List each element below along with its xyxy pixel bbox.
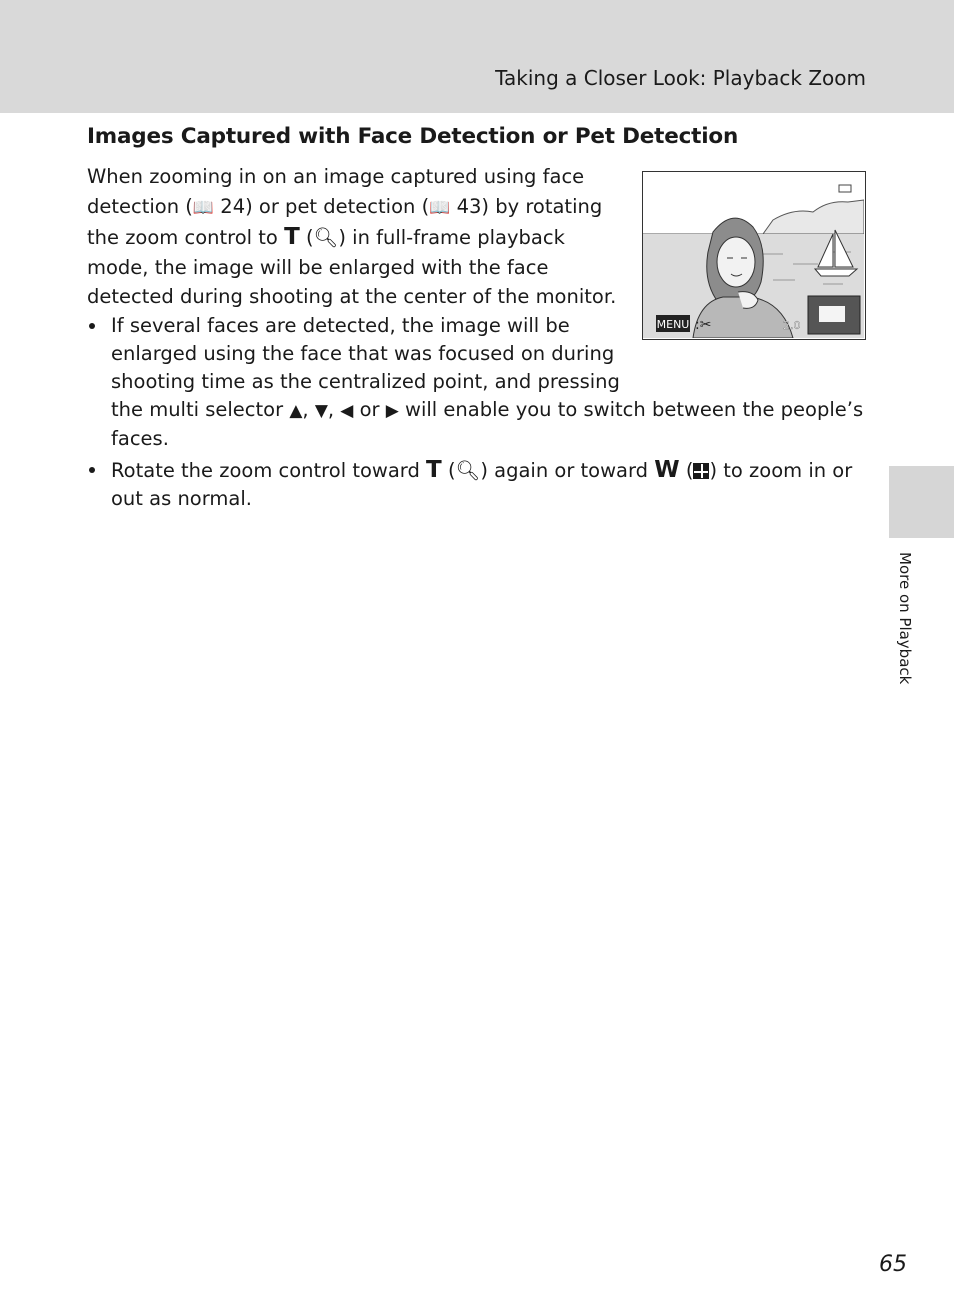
zoom-ratio-readout: 2.0 [783,319,801,332]
page-ref-face: 24 [220,194,246,218]
tele-symbol: T [284,224,300,250]
bullet-1-tail: will enable you to switch between the people’s faces. [111,398,864,450]
running-head: Taking a Closer Look: Playback Zoom [495,66,866,90]
list-item: Rotate the zoom control toward T (🔍︎) again or toward W ( ) to zoom in or out as normal. [87,456,867,513]
illustration-wrap-spacer [622,312,867,370]
header-band [0,0,954,113]
zoom-in-icon: 🔍︎ [313,226,339,249]
left-arrow-icon: ◀ [340,401,354,421]
bullet-2-text-a: Rotate the zoom control toward [111,459,427,482]
scissors-icon: :✂ [695,317,712,333]
page-ref-pet: 43 [456,194,482,218]
side-tab-label: More on Playback [896,552,914,685]
intro-text-3: ) by rotating the zoom control to [87,194,603,249]
section-title: Images Captured with Face Detection or Pet Detection [87,124,739,149]
bullet-1-text: If several faces are detected, the image will be enlarged using the face that was focused on during shooting time as the centralized point, and pressing the multi selector [111,314,620,421]
tele-symbol: T [426,457,442,483]
intro-paragraph: When zooming in on an image captured using face detection (📖 24) or pet detection (📖 43) by rotating the zoom control to T (🔍︎) in full-frame playback mode, the image will be enlarged with the face detected during shooting at the center of the monitor. [87,165,617,308]
book-reference-icon: 📖 [429,197,451,218]
book-reference-icon: 📖 [192,197,215,218]
up-arrow-icon: ▲ [289,401,303,421]
wide-symbol: W [654,457,680,483]
down-arrow-icon: ▼ [314,401,328,421]
intro-text-2: ) or pet detection ( [245,194,430,218]
right-arrow-icon: ▶ [385,401,399,421]
side-tab [889,466,954,538]
bullet-2-text-c: to zoom in or out as normal. [111,459,853,510]
bullet-2-text-b: again or toward [487,459,655,482]
page-number: 65 [879,1252,907,1277]
zoom-in-icon: 🔍︎ [455,459,481,482]
bullet-list [87,312,867,516]
intro-text-4: in full-frame playback mode, the image will be enlarged with the face detected during shooting at the center of the monitor. [87,226,617,308]
thumbnail-grid-icon [693,463,709,479]
list-item: If several faces are detected, the image will be enlarged using the face that was focused on during shooting time as the centralized point, and pressing the multi selector ▲, ▼, ◀ or ▶ will enable you to switch between the people’s faces. [87,312,867,453]
menu-badge-label: MENU [656,318,690,331]
intro-text-1: When zooming in on an image captured using face detection ( [87,165,585,218]
